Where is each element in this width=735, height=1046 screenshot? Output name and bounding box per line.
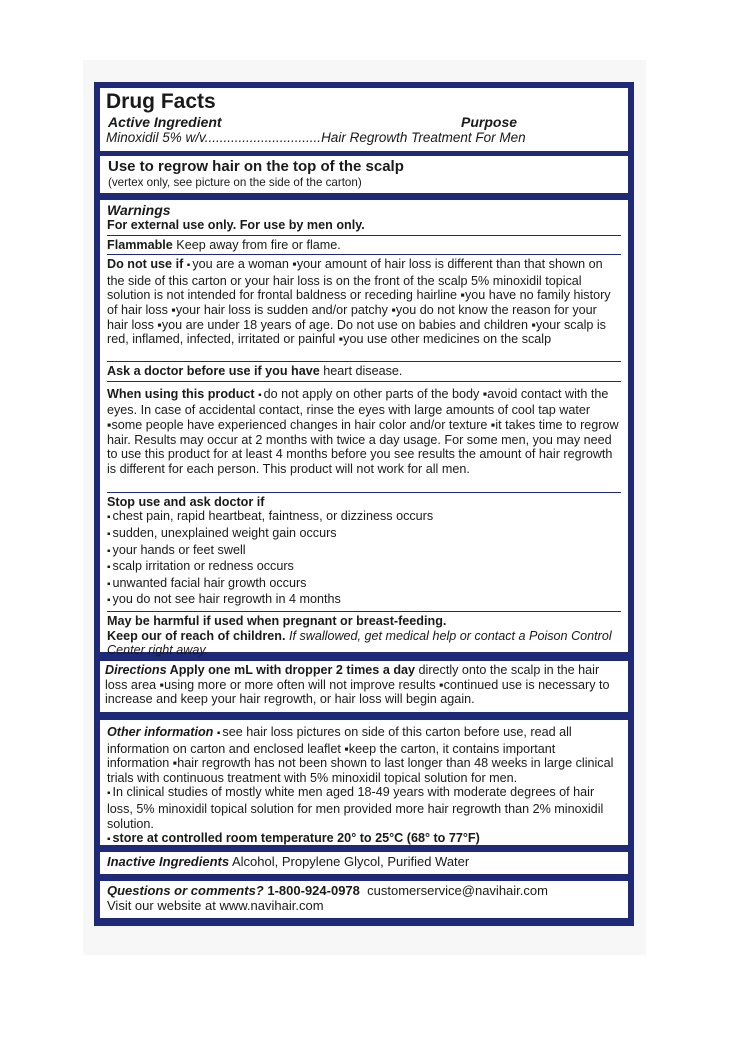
ask-doctor-line [107,362,621,381]
when-using-text: do not apply on other parts of the body ▪avoid contact with the eyes. In case of accidental contact, rinse the eyes with large amounts of cool tap water ▪some people have experienced changes in hair color and/or texture ▪it takes time to regrow hair. Results may occur at 2 months with twice a day usage. For some men, you may need to use this product for at least 4 months before you see results the amount of hair regrowth is different for each person. This product will not work for all men. [107,386,619,476]
active-ingredient-box [100,88,628,151]
questions-label: Questions or comments? [107,883,264,898]
external-use-text: For external use only. For use by men only. [107,218,365,232]
other-info-study [107,785,621,831]
ingredient-dots: ............................... [204,130,322,145]
drug-facts-title: Drug Facts [106,90,216,113]
when-using-label: When using this product [107,386,255,401]
directions-text [105,663,623,707]
active-ingredient-heading: Active Ingredient [108,114,222,130]
stop-use-section [107,493,621,611]
stop-use-item: ▪ sudden, unexplained weight gain occurs [107,526,621,543]
directions-label: Directions [105,663,167,677]
do-not-use-label: Do not use if [107,257,184,272]
ingredient-purpose: Hair Regrowth Treatment For Men [321,130,526,145]
use-heading: Use to regrow hair on the top of the scalp [108,158,404,175]
storage-line [107,831,621,848]
warnings-box [100,200,628,658]
flammable-line [107,236,621,255]
when-using-section [107,382,621,492]
inactive-label: Inactive Ingredients [107,854,230,869]
children-text: If swallowed, get medical help or contact a Poison Control Center right away. [107,628,612,658]
ask-doctor-text: heart disease. [319,364,403,379]
ask-doctor-label: Ask a doctor before use if you have [107,364,320,379]
flammable-text: Keep away from fire or flame. [172,237,341,252]
children-warning [107,629,621,658]
directions-body: directly onto the scalp in the hair loss area ▪using more or more often will not improve results ▪continued use is necessary to increase and keep your hair regrowth, or hair loss will begin again. [105,663,610,707]
phone-number[interactable]: 1-800-924-0978 [267,883,360,898]
directions-bold: Apply one mL with dropper 2 times a day [166,663,416,677]
children-label: Keep our of reach of children. [107,628,286,643]
do-not-use-text: you are a woman ▪your amount of hair loss is different than that shown on the side of this carton or your hair loss is on the front of the scalp 5% minoxidil topical solution is not intended for frontal baldness or receding hairline ▪you have no family history of hair loss ▪your hair loss is sudden and/or patchy ▪you do not know the reason for your hair loss ▪you are under 18 years of age. Do not use on babies and children ▪your scalp is red, inflamed, infected, irritated or painful ▪you use other medicines on the scalp [107,257,611,347]
other-info-text [107,725,621,785]
questions-line [107,884,621,899]
stop-use-item: ▪ chest pain, rapid heartbeat, faintness, or dizziness occurs [107,509,621,526]
stop-use-item: ▪ your hands or feet swell [107,543,621,560]
directions-box [100,661,628,712]
flammable-label: Flammable [107,237,173,252]
inactive-text [107,855,621,870]
inactive-body: Alcohol, Propylene Glycol, Purified Water [229,854,470,869]
stop-use-item: ▪ you do not see hair regrowth in 4 months [107,592,621,609]
purpose-heading: Purpose [461,114,518,130]
inactive-ingredients-box [100,852,628,874]
pregnancy-warning: May be harmful if used when pregnant or breast-feeding. [107,613,447,628]
warnings-heading: Warnings [107,202,171,218]
stop-use-item: ▪ unwanted facial hair growth occurs [107,576,621,593]
other-info-label: Other information [107,725,214,739]
questions-box [100,881,628,918]
use-note: (vertex only, see picture on the side of the carton) [108,176,362,189]
stop-use-heading: Stop use and ask doctor if [107,494,265,509]
email-address[interactable]: customerservice@navihair.com [367,883,548,898]
other-info-body: see hair loss pictures on side of this carton before use, read all information on carton and enclosed leaflet ▪keep the carton, it contains important information ▪hair regrowth has not been shown to last longer than 48 weeks in large clinical trials with continuous treatment with 5% minoxidil topical solution for men. [107,725,614,785]
other-info-study-text: In clinical studies of mostly white men aged 18-49 years with moderate degrees of hair loss, 5% minoxidil topical solution for men provided more hair regrowth than 2% minoxidil solution. [107,785,604,831]
ingredient-line [106,130,622,146]
stop-use-item: ▪ scalp irritation or redness occurs [107,559,621,576]
do-not-use-section [107,255,621,361]
use-box [100,156,628,193]
website-line[interactable]: Visit our website at www.navihair.com [107,897,324,913]
storage-text: store at controlled room temperature 20° to 25°C (68° to 77°F) [112,831,480,846]
ingredient-name: Minoxidil 5% w/v [106,130,205,145]
other-information-box [100,720,628,845]
